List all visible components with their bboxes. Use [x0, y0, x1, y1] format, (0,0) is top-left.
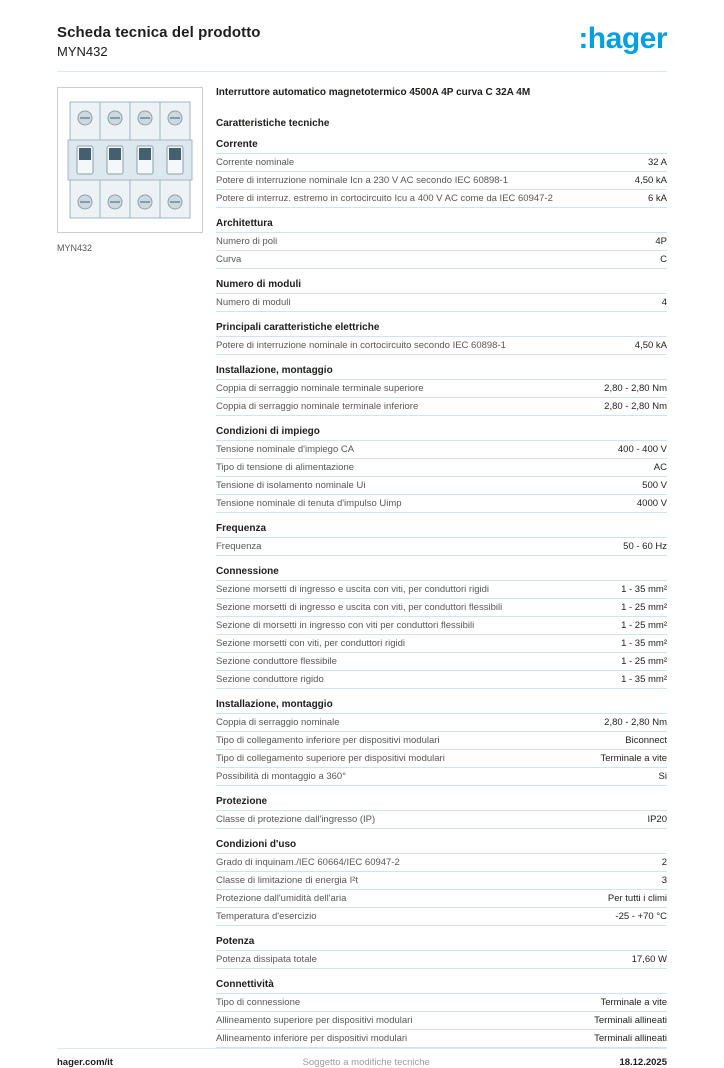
- spec-label: Curva: [216, 254, 242, 265]
- spec-section: [216, 322, 667, 355]
- spec-label: Sezione conduttore flessibile: [216, 656, 337, 667]
- section-heading: Numero di moduli: [216, 279, 301, 290]
- spec-value: 2,80 - 2,80 Nm: [604, 717, 667, 728]
- spec-table: [216, 537, 667, 556]
- spec-value: 1 - 35 mm²: [621, 638, 667, 649]
- spec-label: Sezione morsetti di ingresso e uscita con viti, per conduttori rigidi: [216, 584, 489, 595]
- spec-section: [216, 699, 667, 786]
- spec-table: [216, 993, 667, 1048]
- spec-row: [216, 337, 667, 355]
- spec-label: Grado di inquinam./IEC 60664/IEC 60947-2: [216, 857, 400, 868]
- spec-value: 1 - 25 mm²: [621, 620, 667, 631]
- section-heading: Corrente: [216, 139, 258, 150]
- spec-label: Potere di interruzione nominale Icn a 230 V AC secondo IEC 60898-1: [216, 175, 509, 186]
- product-image-column: [57, 87, 203, 1048]
- spec-label: Allineamento superiore per dispositivi modulari: [216, 1015, 413, 1026]
- spec-value: Per tutti i climi: [607, 893, 667, 904]
- spec-row: [216, 190, 667, 208]
- spec-label: Numero di poli: [216, 236, 278, 247]
- spec-label: Sezione conduttore rigido: [216, 674, 324, 685]
- spec-row: [216, 495, 667, 513]
- spec-row: [216, 908, 667, 926]
- section-heading: Potenza: [216, 936, 255, 947]
- header-divider: [57, 71, 667, 72]
- spec-table: [216, 853, 667, 926]
- spec-row: [216, 538, 667, 556]
- spec-label: Protezione dall'umidità dell'aria: [216, 893, 347, 904]
- spec-section: [216, 139, 667, 208]
- sections-container: [216, 139, 667, 1048]
- spec-label: Classe di protezione dall'ingresso (IP): [216, 814, 376, 825]
- spec-row: [216, 854, 667, 872]
- spec-label: Coppia di serraggio nominale terminale inferiore: [216, 401, 419, 412]
- spec-section: [216, 566, 667, 689]
- product-name: Interruttore automatico magnetotermico 4500A 4P curva C 32A 4M: [216, 87, 531, 98]
- spec-row: [216, 581, 667, 599]
- spec-value: 2,80 - 2,80 Nm: [604, 401, 667, 412]
- section-heading: Architettura: [216, 218, 273, 229]
- spec-row: [216, 994, 667, 1012]
- page-footer: [57, 1048, 667, 1068]
- page-header: [57, 24, 667, 59]
- spec-label: Corrente nominale: [216, 157, 295, 168]
- product-image-caption: MYN432: [57, 243, 93, 253]
- spec-label: Tensione nominale di tenuta d'impulso Uimp: [216, 498, 402, 509]
- spec-label: Allineamento inferiore per dispositivi modulari: [216, 1033, 408, 1044]
- spec-label: Sezione di morsetti in ingresso con viti per conduttori flessibili: [216, 620, 475, 631]
- spec-label: Possibilità di montaggio a 360°: [216, 771, 347, 782]
- spec-value: Terminale a vite: [600, 997, 667, 1008]
- spec-value: 32 A: [647, 157, 667, 168]
- section-heading: Installazione, montaggio: [216, 699, 333, 710]
- hager-logo: :hager: [578, 22, 667, 55]
- spec-value: 17,60 W: [631, 954, 667, 965]
- spec-row: [216, 872, 667, 890]
- spec-value: 4,50 kA: [634, 175, 667, 186]
- spec-row: [216, 233, 667, 251]
- section-heading: Connettività: [216, 979, 274, 990]
- spec-value: 400 - 400 V: [617, 444, 667, 455]
- section-heading: Protezione: [216, 796, 268, 807]
- content-area: [57, 87, 667, 1048]
- product-code: MYN432: [57, 44, 108, 59]
- tech-characteristics-title: Caratteristiche tecniche: [216, 118, 330, 129]
- spec-label: Tipo di collegamento superiore per dispositivi modulari: [216, 753, 445, 764]
- header-text-block: [57, 24, 261, 59]
- spec-value: 2,80 - 2,80 Nm: [604, 383, 667, 394]
- spec-section: [216, 936, 667, 969]
- footer-website-link[interactable]: hager.com/it: [57, 1057, 113, 1068]
- spec-row: [216, 890, 667, 908]
- spec-value: Terminali allineati: [594, 1015, 667, 1026]
- spec-row: [216, 951, 667, 969]
- page-title: Scheda tecnica del prodotto: [57, 24, 261, 41]
- spec-value: C: [660, 254, 667, 265]
- spec-label: Tipo di collegamento inferiore per dispositivi modulari: [216, 735, 440, 746]
- section-heading: Condizioni di impiego: [216, 426, 320, 437]
- spec-section: [216, 839, 667, 926]
- spec-value: 4P: [655, 236, 667, 247]
- spec-label: Coppia di serraggio nominale: [216, 717, 340, 728]
- spec-row: [216, 477, 667, 495]
- spec-value: Terminali allineati: [594, 1033, 667, 1044]
- spec-label: Potenza dissipata totale: [216, 954, 317, 965]
- spec-table: [216, 379, 667, 416]
- spec-value: 4,50 kA: [634, 340, 667, 351]
- spec-label: Numero di moduli: [216, 297, 291, 308]
- spec-row: [216, 1030, 667, 1048]
- spec-label: Coppia di serraggio nominale terminale superiore: [216, 383, 424, 394]
- footer-disclaimer: Soggetto a modifiche tecniche: [302, 1057, 430, 1068]
- spec-row: [216, 380, 667, 398]
- spec-label: Tipo di connessione: [216, 997, 301, 1008]
- spec-table: [216, 950, 667, 969]
- spec-value: 500 V: [642, 480, 667, 491]
- footer-row: [57, 1057, 667, 1068]
- spec-section: [216, 426, 667, 513]
- spec-table: [216, 440, 667, 513]
- spec-section: [216, 979, 667, 1048]
- spec-label: Classe di limitazione di energia I²t: [216, 875, 359, 886]
- spec-value: Si: [658, 771, 667, 782]
- spec-section: [216, 365, 667, 416]
- spec-table: [216, 713, 667, 786]
- spec-label: Sezione morsetti con viti, per conduttori rigidi: [216, 638, 406, 649]
- spec-table: [216, 232, 667, 269]
- spec-table: [216, 293, 667, 312]
- spec-section: [216, 523, 667, 556]
- spec-row: [216, 154, 667, 172]
- spec-row: [216, 732, 667, 750]
- spec-value: 1 - 35 mm²: [621, 584, 667, 595]
- spec-row: [216, 671, 667, 689]
- spec-value: 50 - 60 Hz: [623, 541, 667, 552]
- spec-row: [216, 441, 667, 459]
- spec-label: Tensione di isolamento nominale Ui: [216, 480, 366, 491]
- spec-label: Tensione nominale d'impiego CA: [216, 444, 355, 455]
- spec-row: [216, 653, 667, 671]
- spec-table: [216, 153, 667, 208]
- spec-table: [216, 580, 667, 689]
- spec-row: [216, 398, 667, 416]
- spec-row: [216, 635, 667, 653]
- spec-section: [216, 279, 667, 312]
- spec-value: 4000 V: [636, 498, 667, 509]
- section-heading: Installazione, montaggio: [216, 365, 333, 376]
- product-image-frame: [57, 87, 203, 233]
- spec-value: 1 - 25 mm²: [621, 602, 667, 613]
- spec-row: [216, 459, 667, 477]
- spec-label: Frequenza: [216, 541, 262, 552]
- spec-value: 1 - 25 mm²: [621, 656, 667, 667]
- spec-label: Sezione morsetti di ingresso e uscita con viti, per conduttori flessibili: [216, 602, 503, 613]
- spec-row: [216, 1012, 667, 1030]
- specs-column: [216, 87, 667, 1048]
- spec-value: IP20: [647, 814, 667, 825]
- footer-date: 18.12.2025: [619, 1057, 667, 1068]
- spec-value: 4: [661, 297, 667, 308]
- spec-value: Terminale a vite: [600, 753, 667, 764]
- spec-value: AC: [653, 462, 667, 473]
- section-heading: Condizioni d'uso: [216, 839, 297, 850]
- section-heading: Connessione: [216, 566, 279, 577]
- spec-table: [216, 336, 667, 355]
- spec-row: [216, 750, 667, 768]
- section-heading: Frequenza: [216, 523, 267, 534]
- spec-label: Temperatura d'esercizio: [216, 911, 317, 922]
- spec-label: Potere di interruz. estremo in cortocircuito Icu a 400 V AC come da IEC 60947-2: [216, 193, 553, 204]
- spec-value: 6 kA: [647, 193, 667, 204]
- spec-value: 3: [661, 875, 667, 886]
- spec-row: [216, 617, 667, 635]
- spec-row: [216, 251, 667, 269]
- section-heading: Principali caratteristiche elettriche: [216, 322, 380, 333]
- spec-row: [216, 811, 667, 829]
- spec-label: Tipo di tensione di alimentazione: [216, 462, 355, 473]
- spec-row: [216, 599, 667, 617]
- spec-value: -25 - +70 °C: [615, 911, 667, 922]
- spec-section: [216, 218, 667, 269]
- footer-divider: [57, 1048, 667, 1049]
- spec-row: [216, 172, 667, 190]
- spec-row: [216, 768, 667, 786]
- spec-section: [216, 796, 667, 829]
- spec-table: [216, 810, 667, 829]
- spec-row: [216, 294, 667, 312]
- spec-value: Biconnect: [625, 735, 667, 746]
- circuit-breaker-illustration: [68, 96, 192, 224]
- spec-label: Potere di interruzione nominale in cortocircuito secondo IEC 60898-1: [216, 340, 506, 351]
- spec-value: 1 - 35 mm²: [621, 674, 667, 685]
- spec-row: [216, 714, 667, 732]
- spec-value: 2: [661, 857, 667, 868]
